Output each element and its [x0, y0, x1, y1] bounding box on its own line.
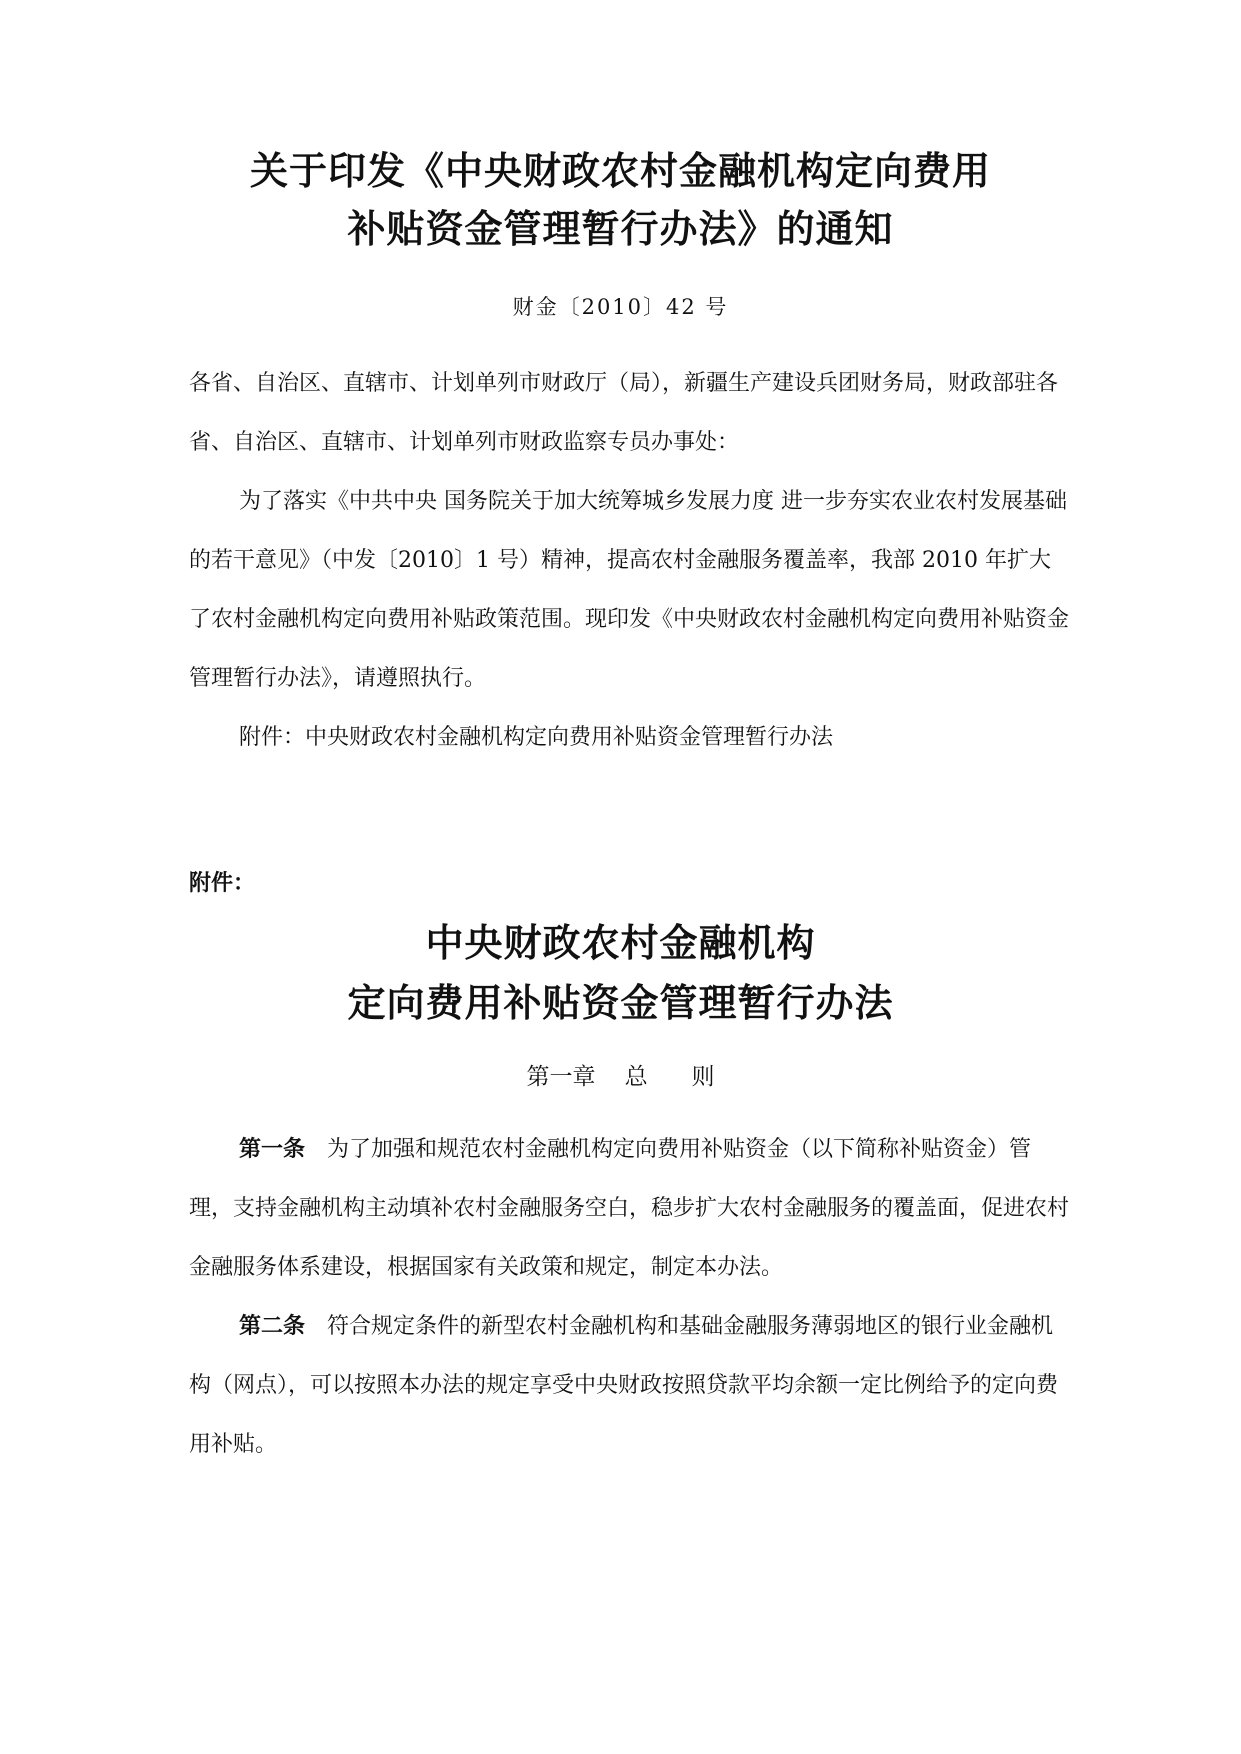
- notice-body-paragraph: 为了落实《中共中央 国务院关于加大统筹城乡发展力度 进一步夯实农业农村发展基础的若干意见》（中发〔2010〕1 号）精神，提高农村金融服务覆盖率，我部 2010 年扩大了农村金融机构定向费用补贴政策范围。现印发《中央财政农村金融机构定向费用补贴资金管理暂行办法》，请遵照执行。: [189, 489, 1070, 691]
- document-number: 财金〔2010〕42 号: [512, 295, 729, 319]
- notice-title-line2: 补贴资金管理暂行办法》的通知: [347, 207, 894, 251]
- article-2-number: 第二条: [239, 1314, 306, 1339]
- attachment-label: 附件：: [189, 871, 256, 896]
- attachment-note: 附件：中央财政农村金融机构定向费用补贴资金管理暂行办法: [239, 725, 834, 750]
- attachment-title-line1: 中央财政农村金融机构: [425, 921, 816, 965]
- article-2-text: 符合规定条件的新型农村金融机构和基础金融服务薄弱地区的银行业金融机构（网点），可以按照本办法的规定享受中央财政按照贷款平均余额一定比例给予的定向费用补贴。: [189, 1314, 1059, 1457]
- article-1: [189, 1120, 1069, 1297]
- article-1-text: 为了加强和规范农村金融机构定向费用补贴资金（以下简称补贴资金）管理，支持金融机构主动填补农村金融服务空白，稳步扩大农村金融服务的覆盖面，促进农村金融服务体系建设，根据国家有关政策和规定，制定本办法。: [189, 1137, 1070, 1280]
- attachment-title-line2: 定向费用补贴资金管理暂行办法: [347, 981, 894, 1025]
- addressee-paragraph: 各省、自治区、直辖市、计划单列市财政厅（局），新疆生产建设兵团财务局，财政部驻各省、自治区、直辖市、计划单列市财政监察专员办事处：: [189, 371, 1059, 455]
- notice-title-line1: 关于印发《中央财政农村金融机构定向费用: [249, 149, 991, 193]
- article-2: [189, 1297, 1069, 1474]
- article-1-number: 第一条: [239, 1137, 306, 1162]
- chapter-heading: 第一章 总 则: [526, 1064, 715, 1090]
